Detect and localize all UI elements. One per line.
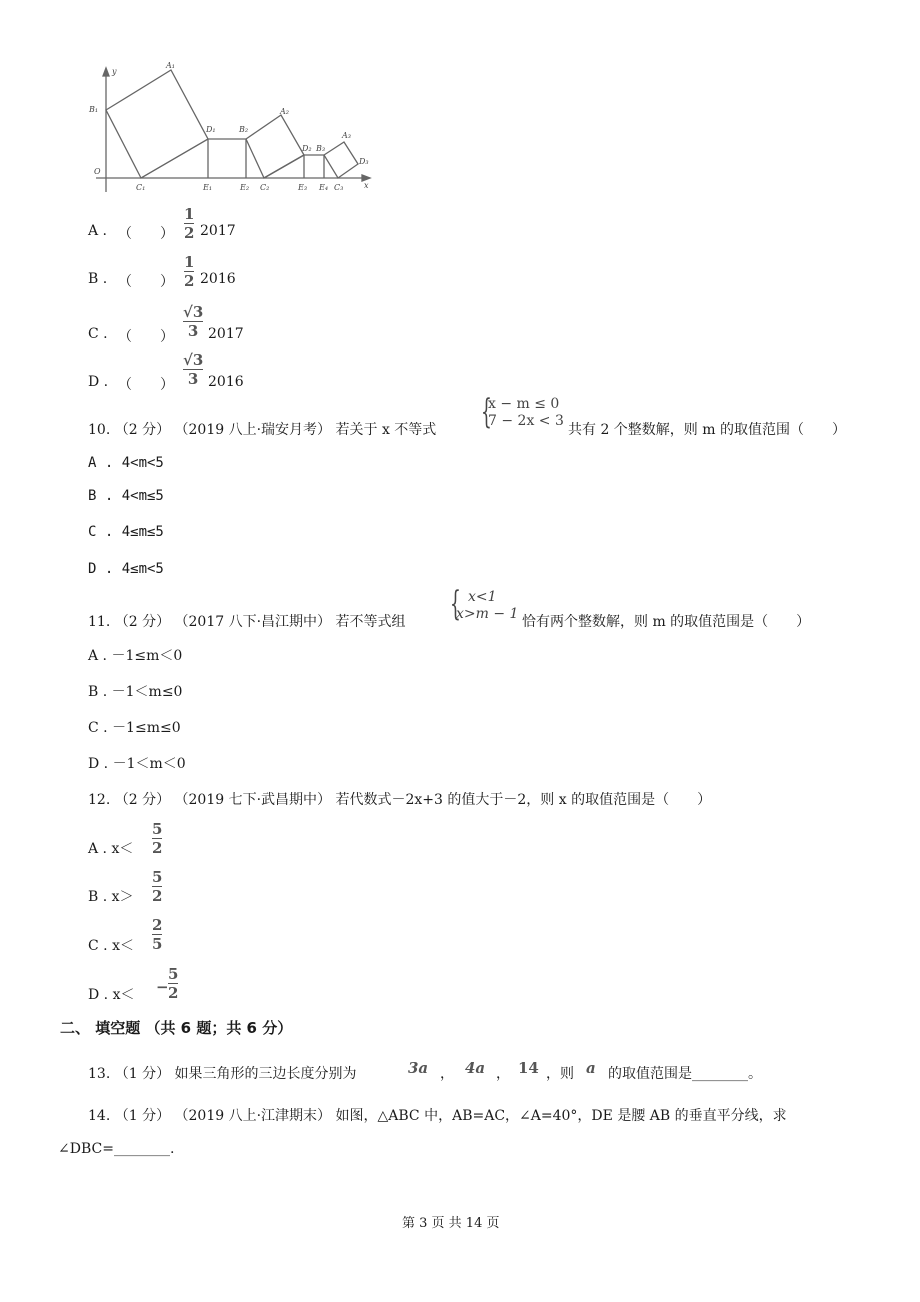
exponent: 2017	[200, 223, 236, 239]
geometry-figure	[86, 60, 386, 200]
q11-option-c[interactable]: C . －1≤m≤0	[88, 720, 181, 736]
fraction-half: 1 2	[184, 253, 195, 290]
label-x: x	[364, 181, 369, 190]
q14-line-1: 14. （1 分） （2019 八上·江津期末） 如图，△ABC 中，AB=AC，∠A=40°，DE 是腰 AB 的垂直平分线，求	[88, 1108, 787, 1124]
square-3	[324, 142, 358, 178]
label-a3: A₃	[342, 131, 351, 140]
q10-option-d[interactable]: D . 4≤m<5	[88, 561, 164, 577]
option-letter: D .	[88, 374, 109, 390]
label-c2: C₂	[260, 183, 270, 192]
fraction-root3-over-3: √3 3	[183, 303, 204, 340]
option-label: C . x＜	[88, 938, 134, 954]
option-paren: （ ）	[118, 274, 174, 290]
option-label: B . x＞	[88, 889, 134, 905]
label-b1: B₁	[89, 105, 99, 114]
option-paren: （ ）	[118, 329, 174, 345]
option-paren: （ ）	[118, 226, 174, 242]
fraction: 5 2	[152, 820, 163, 857]
fraction-root3-over-3: √3 3	[183, 351, 204, 388]
q10-option-b[interactable]: B . 4<m≤5	[88, 488, 164, 504]
label-d2: D₂	[302, 144, 312, 153]
q10-option-c[interactable]: C . 4≤m≤5	[88, 524, 164, 540]
q10-ineq-1: x − m ≤ 0	[488, 396, 560, 412]
label-d3: D₃	[359, 157, 369, 166]
math-a: a	[586, 1059, 596, 1077]
q13-text-2: ，则	[546, 1066, 574, 1082]
q10-ineq-2: 7 − 2x < 3	[488, 413, 564, 429]
label-a2: A₂	[280, 107, 289, 116]
section-heading: 二、 填空题 （共 6 题；共 6 分）	[60, 1019, 293, 1037]
q11-option-b[interactable]: B . －1＜m≤0	[88, 684, 183, 700]
q11-ineq-1: x<1	[468, 589, 497, 605]
exponent: 2016	[200, 271, 236, 287]
option-letter: B .	[88, 271, 108, 287]
label-o: O	[94, 167, 101, 176]
label-c3: C₃	[334, 183, 344, 192]
label-b2: B₂	[239, 125, 249, 134]
option-paren: （ ）	[118, 377, 174, 393]
label-b3: B₃	[316, 144, 326, 153]
exponent: 2017	[208, 326, 244, 342]
q11-option-a[interactable]: A . －1≤m＜0	[88, 648, 183, 664]
math-14: 14	[518, 1059, 539, 1077]
label-e2: E₂	[240, 183, 250, 192]
option-letter: A .	[88, 223, 108, 239]
fraction-half: 1 2	[184, 205, 195, 242]
option-letter: C .	[88, 326, 108, 342]
label-e3: E₃	[298, 183, 308, 192]
arrow-y	[103, 68, 109, 76]
fraction: 2 5	[152, 916, 163, 953]
q11-stem: 11. （2 分） （2017 八下·昌江期中） 若不等式组	[88, 614, 406, 630]
q12-stem: 12. （2 分） （2019 七下·武昌期中） 若代数式－2x+3 的值大于－2，则 x 的取值范围是（ ）	[88, 792, 712, 808]
square-1	[106, 70, 208, 178]
label-e4: E₄	[319, 183, 329, 192]
q13-text-3: 的取值范围是________。	[608, 1066, 762, 1082]
math-4a: 4a	[465, 1059, 486, 1077]
option-label: A . x＜	[88, 841, 134, 857]
minus-sign: −	[156, 978, 169, 996]
label-a1: A₁	[166, 61, 175, 70]
fraction: 5 2	[152, 868, 163, 905]
q13-sep-2: ，	[496, 1066, 510, 1082]
option-label: D . x＜	[88, 987, 135, 1003]
page-footer: 第 3 页 共 14 页	[402, 1216, 500, 1231]
square-2	[246, 115, 304, 178]
label-e1: E₁	[203, 183, 213, 192]
label-c1: C₁	[136, 183, 146, 192]
q10-option-a[interactable]: A . 4<m<5	[88, 455, 164, 471]
q13-text-1: 13. （1 分） 如果三角形的三边长度分别为	[88, 1066, 357, 1082]
q10-stem-end: 共有 2 个整数解，则 m 的取值范围（ ）	[568, 422, 846, 438]
label-d1: D₁	[206, 125, 216, 134]
q14-line-2: ∠DBC=________.	[58, 1141, 175, 1157]
q13-sep-1: ，	[440, 1066, 454, 1082]
brace: {	[481, 392, 492, 432]
q11-ineq-2: x>m − 1	[456, 606, 519, 622]
label-y: y	[112, 67, 117, 76]
math-3a: 3a	[408, 1059, 429, 1077]
brace: {	[450, 584, 461, 624]
q11-option-d[interactable]: D . －1＜m＜0	[88, 756, 186, 772]
exponent: 2016	[208, 374, 244, 390]
fraction: 5 2	[168, 965, 179, 1002]
q10-stem: 10. （2 分） （2019 八上·瑞安月考） 若关于 x 不等式	[88, 422, 437, 438]
q11-stem-end: 恰有两个整数解，则 m 的取值范围是（ ）	[522, 614, 811, 630]
